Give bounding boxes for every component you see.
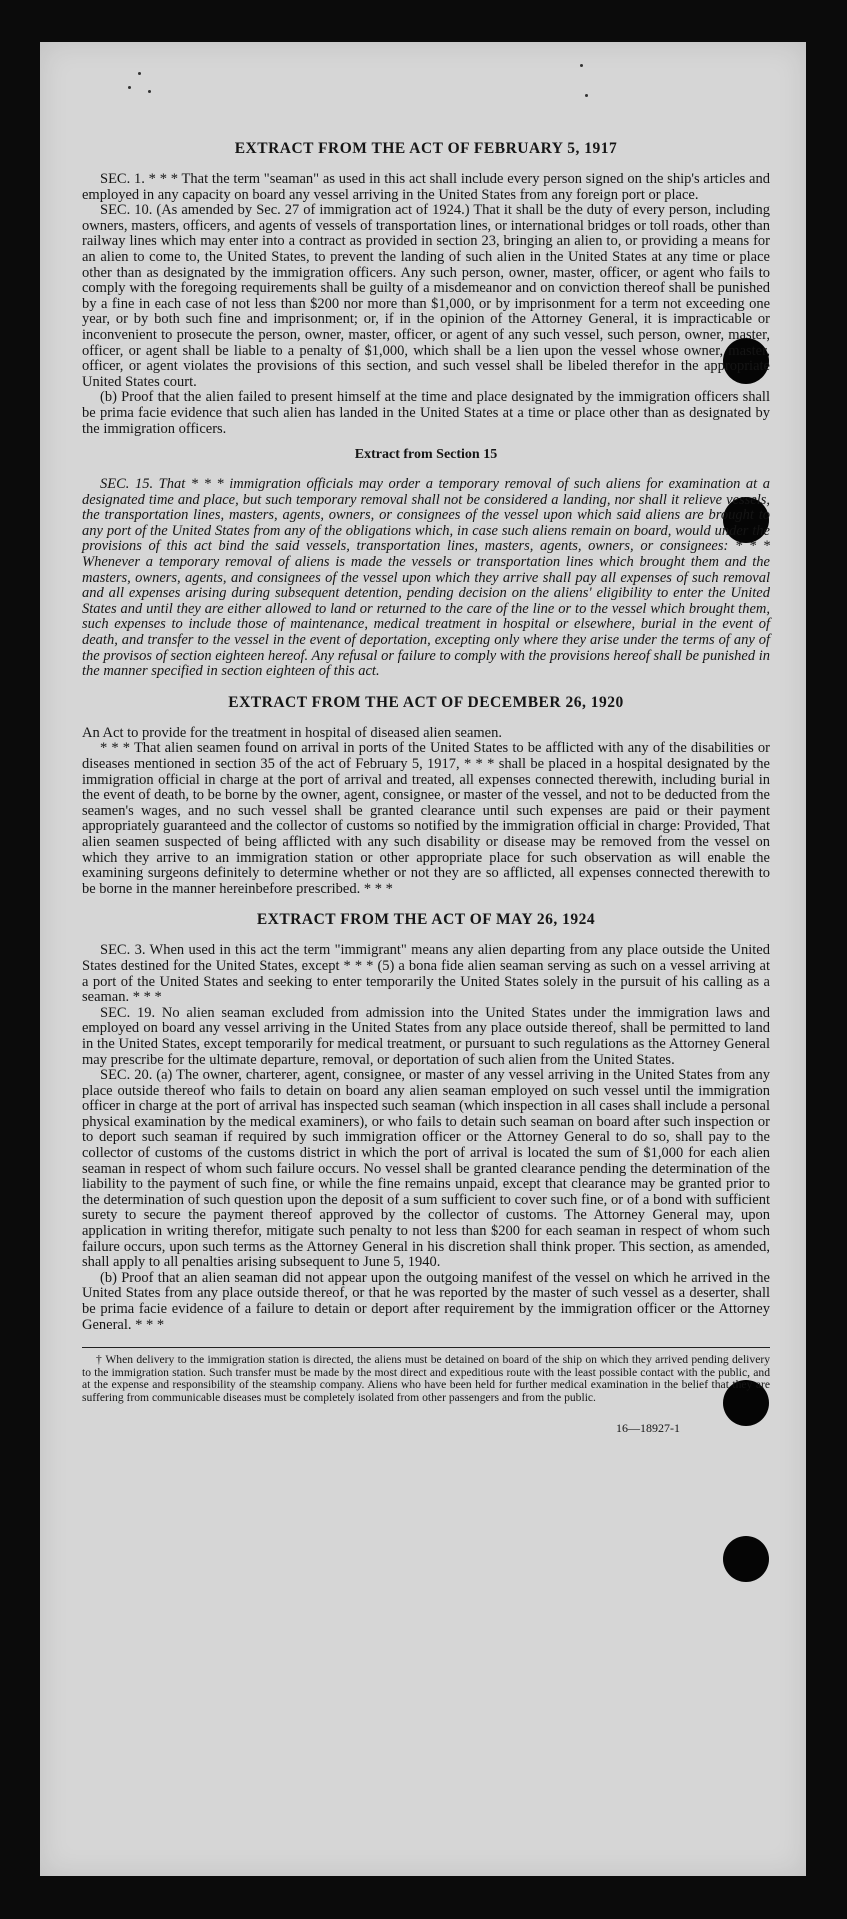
sub-heading: Extract from Section 15 <box>354 447 498 463</box>
paragraph-sec-10: SEC. 10. (As amended by Sec. 27 of immigration act of 1924.) That it shall be the duty of every person, including owners, masters, officers, and agents of vessels of transportation lines, or international bridges or toll roads, other than railway lines which may enter into a contract as provided in section 23, bringing an alien to, or providing a means for an alien to come to, the United States, to prevent the landing of such alien in the United States at any time or place other than as designated by the immigration officers. Any such person, owner, master, officer, or agent who fails to comply with the foregoing requirements shall be guilty of a misdemeanor and on conviction thereof shall be punished by a fine in each case of not less than $200 nor more than $1,000, or by imprisonment for a term not exceeding one year, or by both such fine and imprisonment; or, if in the opinion of the Attorney General, it is impracticable or inconvenient to prosecute the person, owner, master, officer, or agent of any such vessel, such person, owner, master, officer, or agent shall be liable to a penalty of $1,000, which shall be a lien upon the vessel whose owner, master, officer, or agent violates the provisions of this section, and such vessel shall be libeled therefor in the appropriate United States court. <box>82 202 770 390</box>
dust-speck <box>148 90 151 93</box>
paragraph-sec-15: SEC. 15. That * * * immigration officials may order a temporary removal of such aliens for examination at a designated time and place, but such temporary removal shall not be considered a landing, nor shall it relieve vessels, the transportation lines, masters, agents, owners, or consignees of the vessel upon which said aliens are brought to any port of the United States from any of the obligations which, in case such aliens remain on board, would under the provisions of this act bind the said vessels, transportation lines, masters, agents, owners, or consignees: * * * Whenever a temporary removal of aliens is made the vessels or transportation lines which brought them and the masters, owners, agents, and consignees of the vessel upon which they arrive shall pay all expenses of such removal and all expenses arising during subsequent detention, pending decision on the aliens' eligibility to enter the United States and until they are either allowed to land or returned to the care of the line or to the vessel which brought them, such expenses to include those of maintenance, medical treatment in hospital or elsewhere, burial in the event of death, and transfer to the vessel in the event of deportation, excepting only where they arise under the terms of any of the provisos of section eighteen hereof. Any refusal or failure to comply with the provisions hereof shall be punished in the manner specified in section eighteen of this act. <box>82 476 770 680</box>
section-heading: EXTRACT FROM THE ACT OF FEBRUARY 5, 1917 <box>234 140 618 157</box>
paragraph-sec-3: SEC. 3. When used in this act the term "immigrant" means any alien departing from any place outside the United States destined for the United States, except * * * (5) a bona fide alien seaman serving as such on a vessel arriving at a port of the United States and seeking to enter temporarily the United States solely in the pursuit of his calling as a seaman. * * * <box>82 942 770 1006</box>
paragraph-sec-20-b: (b) Proof that an alien seaman did not appear upon the outgoing manifest of the vessel on which he arrived in the United States from any place outside thereof, or that he was reported by the master of such vessel as a deserter, shall be prima facie evidence of a failure to detain or deport after requirement by the immigration officer or the Attorney General. * * * <box>82 1269 770 1333</box>
dust-speck <box>580 64 583 67</box>
punch-hole <box>723 1536 769 1582</box>
paragraph-hospital-treatment: * * * That alien seamen found on arrival in ports of the United States to be afflicted with any of the disabilities or diseases mentioned in section 35 of the act of February 5, 1917, * * * shall be placed in a hospital designated by the immigration official in charge at the port of arrival and treated, all expenses connected therewith, including burial in the event of death, to be borne by the owner, agent, consignee, or master of the vessel, and not to be deducted from the seamen's wages, and no such vessel shall be granted clearance until such expenses are paid or their payment appropriately guaranteed and the collector of customs so notified by the immigration official in charge: Provided, That alien seamen suspected of being afflicted with any such disability or disease may be removed from the vessel on which they arrive to an immigration station or other appropriate place for such observation as will enable the examining surgeons definitely to determine whether or not they are so afflicted, all expenses connected therewith to be borne in the manner hereinbefore prescribed. * * * <box>82 740 770 897</box>
section-heading: EXTRACT FROM THE ACT OF DECEMBER 26, 1920 <box>228 693 624 711</box>
paragraph-sec-20-a: SEC. 20. (a) The owner, charterer, agent, consignee, or master of any vessel arriving in the United States from any place outside thereof who fails to detain on board any alien seaman employed on such vessel until the immigration officer in charge at the port of arrival has inspected such seaman (which inspection in all cases shall include a personal physical examination by the medical examiners), or who fails to detain such seaman on board after such inspection or to deport such seaman if required by such immigration officer or the Attorney General to do so, shall pay to the collector of customs of the customs district in which the port of arrival is located the sum of $1,000 for each alien seaman in respect of whom such failure occurs. No vessel shall be granted clearance pending the determination of the liability to the payment of such fine, or while the fine remains unpaid, except that clearance may be granted prior to the determination of such question upon the deposit of a sum sufficient to cover such fine, or of a bond with sufficient surety to secure the payment thereof approved by the collector of customs. The Attorney General may, upon application in writing therefor, mitigate such penalty to not less than $200 for each seaman in respect of whom such failure occurs, upon such terms as the Attorney General in his discretion shall think proper. This section, as amended, shall apply to all penalties arising subsequent to June 5, 1940. <box>82 1067 770 1271</box>
paragraph-sec-1: SEC. 1. * * * That the term "seaman" as used in this act shall include every person signed on the ship's articles and employed in any capacity on board any vessel arriving in the United States from any foreign port or place. <box>82 171 770 203</box>
footnote: † When delivery to the immigration station is directed, the aliens must be detained on board of the ship on which they arrived pending delivery to the immigration station. Such transfer must be made by the most direct and expeditious route with the least possible contact with the public, and at the expense and responsibility of the steamship company. Aliens who have been held for further medical examination in the belief that they are suffering from communicable diseases must be completely isolated from other passengers and from the public. <box>82 1353 770 1404</box>
footnote-divider <box>82 1347 770 1348</box>
dust-speck <box>585 94 588 97</box>
dust-speck <box>128 86 131 89</box>
paragraph-sec-19: SEC. 19. No alien seaman excluded from admission into the United States under the immigration laws and employed on board any vessel arriving in the United States from any place outside thereof, shall be permitted to land in the United States, except temporarily for medical treatment, or pursuant to such regulations as the Attorney General may prescribe for the ultimate departure, removal, or deportation of such alien from the United States. <box>82 1004 770 1068</box>
section-heading: EXTRACT FROM THE ACT OF MAY 26, 1924 <box>256 911 596 929</box>
paragraph-sec-10-b: (b) Proof that the alien failed to present himself at the time and place designated by the immigration officers shall be prima facie evidence that such alien has landed in the United States at a time or place other than as designated by the immigration officers. <box>82 389 770 437</box>
document-page <box>40 42 806 1876</box>
form-number: 16—18927-1 <box>616 1420 680 1435</box>
paragraph-act-title: An Act to provide for the treatment in hospital of diseased alien seamen. <box>82 724 502 741</box>
dust-speck <box>138 72 141 75</box>
document-body <box>82 140 770 1436</box>
